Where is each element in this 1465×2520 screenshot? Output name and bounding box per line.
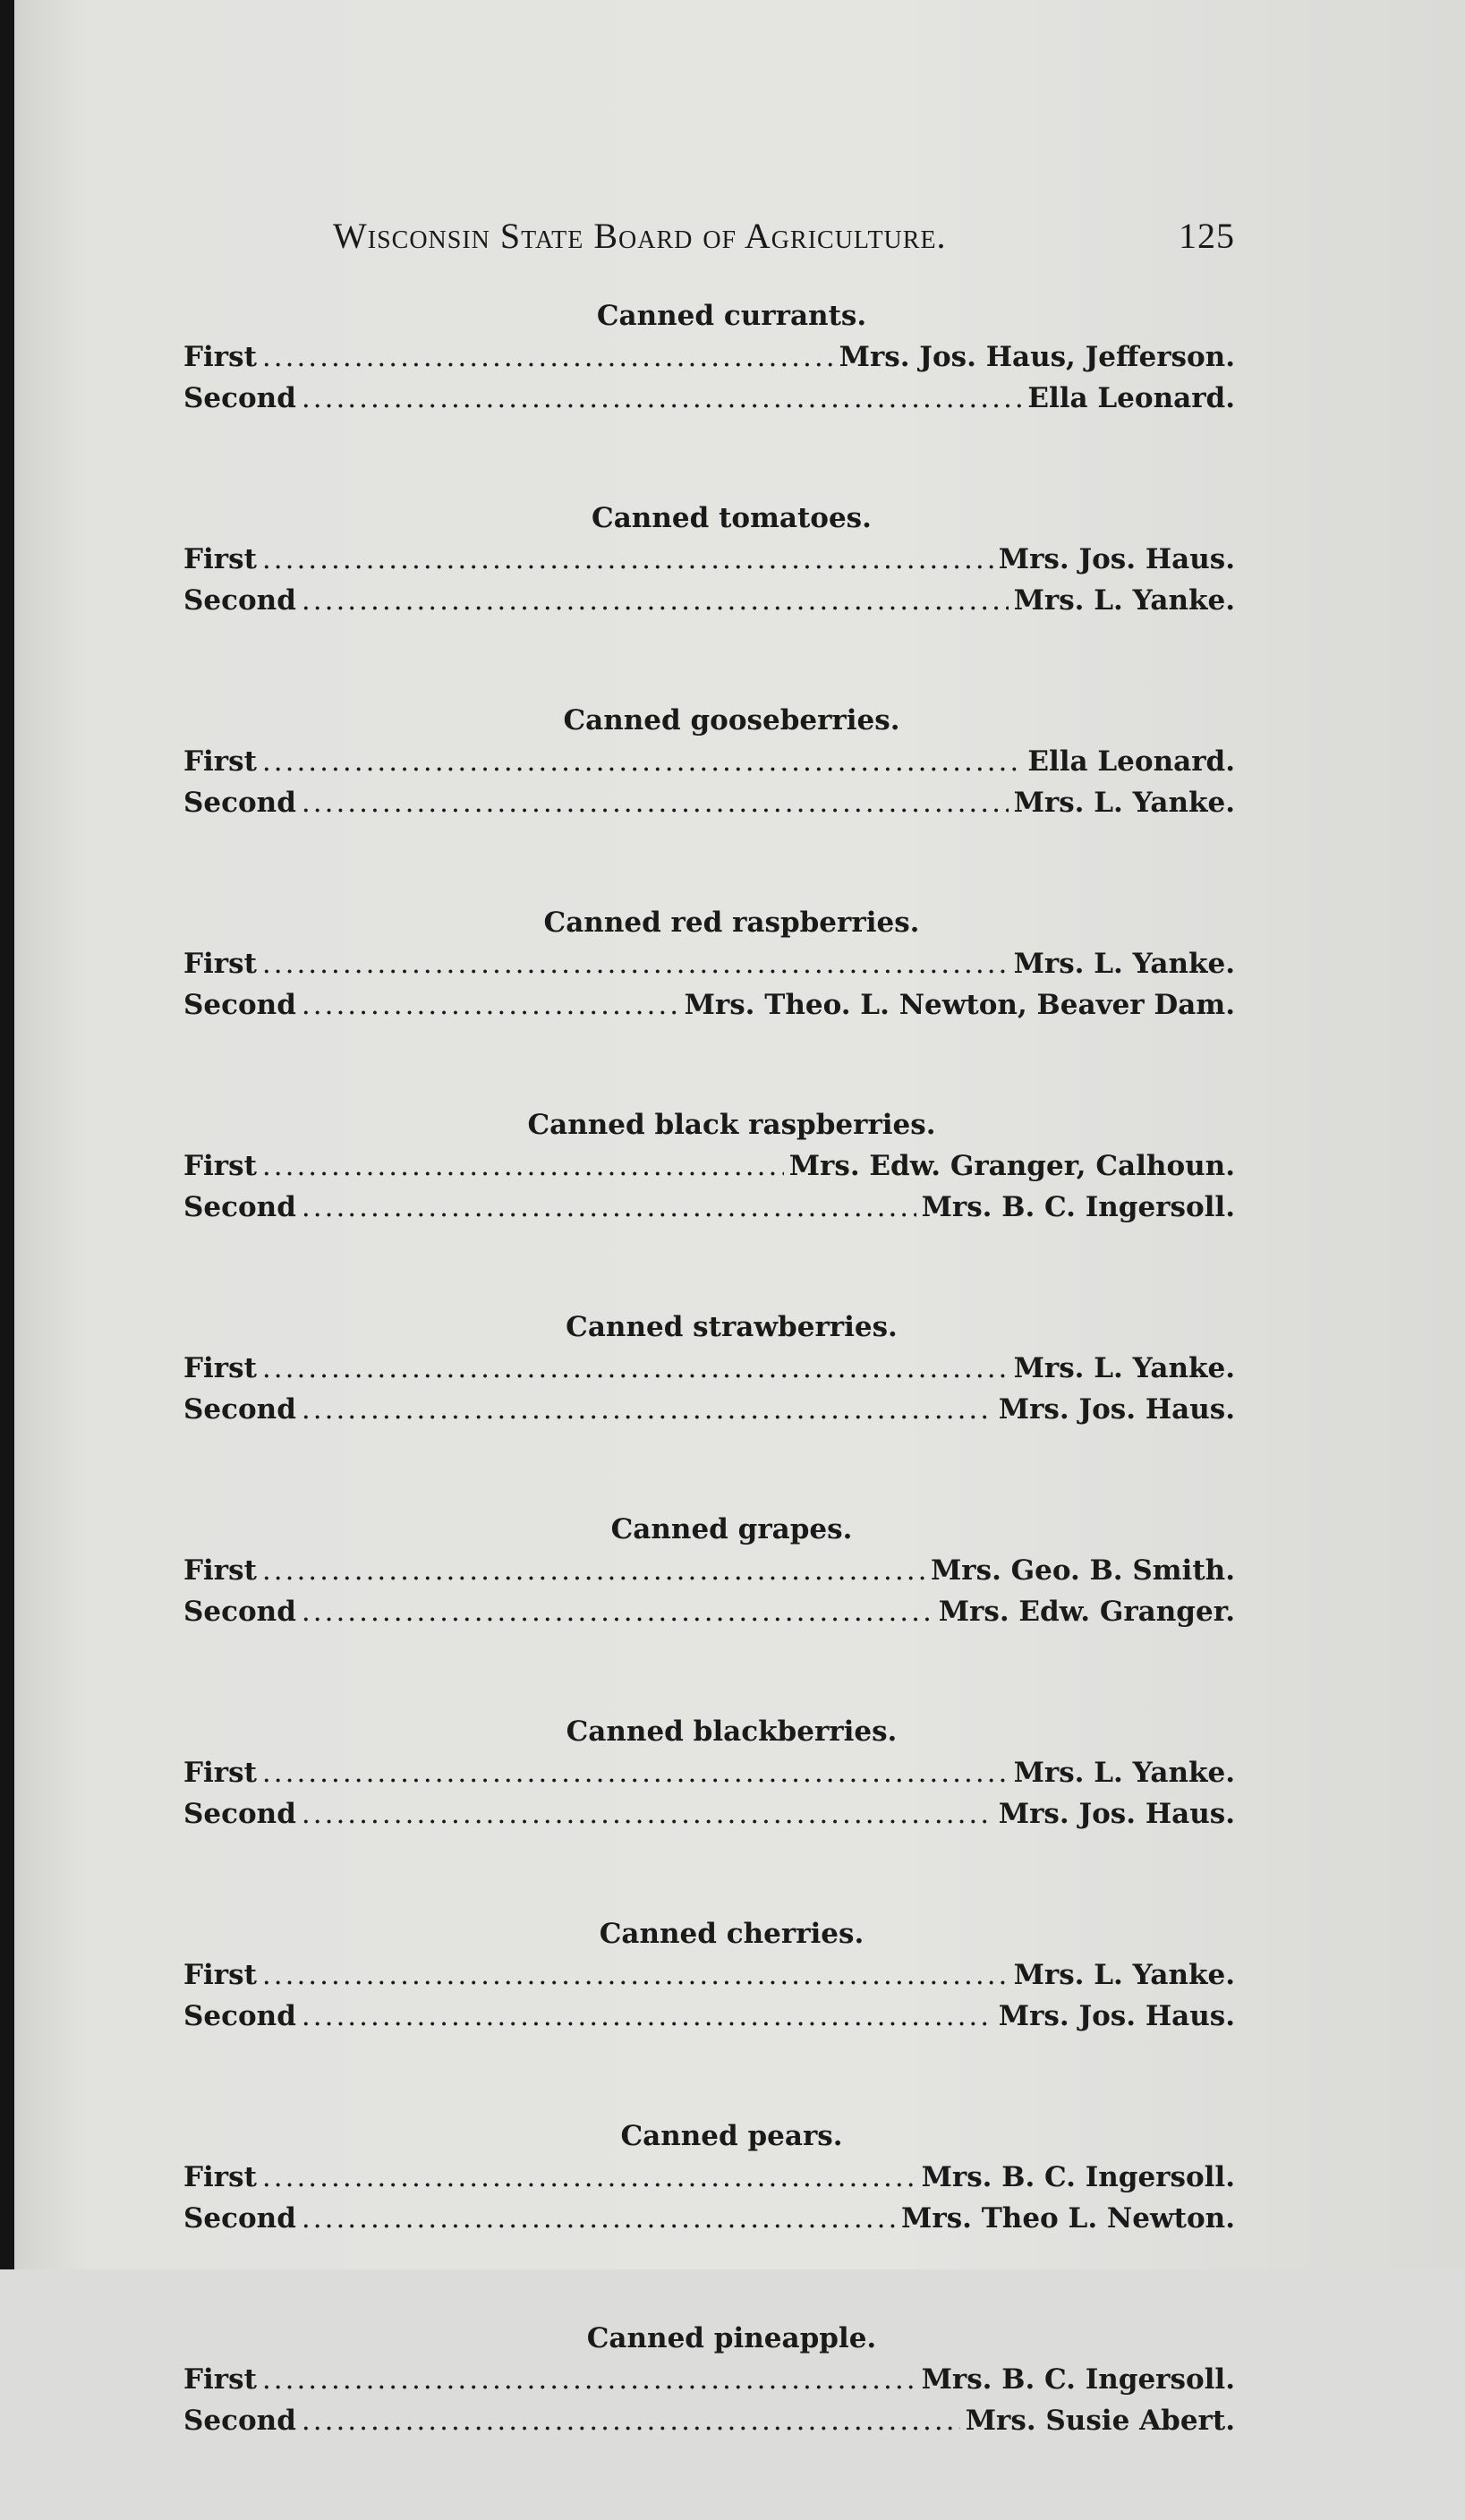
dot-leader	[262, 1145, 784, 1187]
place-label: First	[183, 1757, 257, 1789]
section-title: Canned grapes.	[610, 1513, 853, 1545]
award-section	[183, 498, 1235, 621]
winner-name: Mrs. Jos. Haus.	[998, 543, 1235, 575]
dot-leader	[262, 943, 1009, 984]
page-number: 125	[1179, 216, 1235, 256]
award-section	[183, 295, 1235, 419]
award-entry	[183, 1145, 1235, 1187]
dot-leader	[302, 782, 1009, 823]
dot-leader	[302, 1187, 916, 1228]
dot-leader	[302, 984, 679, 1026]
award-entry	[183, 2157, 1235, 2198]
place-label: Second	[183, 2000, 296, 2032]
winner-name: Mrs. Jos. Haus, Jefferson.	[839, 341, 1235, 373]
place-label: First	[183, 1352, 257, 1384]
place-label: First	[183, 543, 257, 575]
dot-leader	[262, 2359, 916, 2400]
section-title: Canned black raspberries.	[527, 1109, 936, 1141]
place-label: First	[183, 2161, 257, 2193]
winner-name: Mrs. L. Yanke.	[1013, 787, 1235, 819]
award-entry	[183, 943, 1235, 984]
dot-leader	[302, 2400, 960, 2441]
award-list	[183, 295, 1235, 2520]
winner-name: Mrs. Edw. Granger, Calhoun.	[788, 1150, 1235, 1182]
award-section	[183, 1307, 1235, 1430]
award-entry	[183, 2198, 1235, 2239]
winner-name: Ella Leonard.	[1027, 382, 1235, 414]
dot-leader	[262, 336, 834, 378]
section-title: Canned red raspberries.	[543, 907, 920, 939]
winner-name: Ella Leonard.	[1027, 745, 1235, 778]
dot-leader	[302, 1996, 993, 2037]
award-section	[183, 1913, 1235, 2037]
award-entry	[183, 782, 1235, 823]
award-section	[183, 902, 1235, 1026]
winner-name: Mrs. L. Yanke.	[1013, 1352, 1235, 1384]
place-label: First	[183, 1554, 257, 1587]
dot-leader	[302, 1591, 933, 1632]
place-label: Second	[183, 1191, 296, 1223]
dot-leader	[302, 2198, 896, 2239]
winner-name: Mrs. Theo. L. Newton, Beaver Dam.	[684, 989, 1235, 1021]
award-entry	[183, 1591, 1235, 1632]
award-entry	[183, 1752, 1235, 1793]
award-entry	[183, 336, 1235, 378]
place-label: Second	[183, 787, 296, 819]
dot-leader	[262, 1348, 1009, 1389]
section-title: Canned cherries.	[599, 1918, 865, 1950]
section-title: Canned pineapple.	[586, 2322, 877, 2354]
place-label: Second	[183, 584, 296, 617]
winner-name: Mrs. Jos. Haus.	[998, 1393, 1235, 1426]
award-entry	[183, 2400, 1235, 2441]
place-label: Second	[183, 382, 296, 414]
winner-name: Mrs. Jos. Haus.	[998, 1798, 1235, 1830]
book-spine-edge	[0, 0, 14, 2269]
award-entry	[183, 1793, 1235, 1835]
winner-name: Mrs. Theo L. Newton.	[901, 2202, 1235, 2235]
place-label: First	[183, 1959, 257, 1991]
dot-leader	[262, 1550, 925, 1591]
award-section	[183, 700, 1235, 823]
running-header	[333, 215, 1235, 257]
section-title: Canned currants.	[596, 300, 867, 332]
dot-leader	[262, 1752, 1009, 1793]
award-entry	[183, 580, 1235, 621]
award-entry	[183, 1187, 1235, 1228]
winner-name: Mrs. L. Yanke.	[1013, 1757, 1235, 1789]
place-label: Second	[183, 1798, 296, 1830]
section-title: Canned pears.	[620, 2120, 843, 2152]
section-title: Canned blackberries.	[566, 1715, 898, 1748]
section-title: Canned gooseberries.	[563, 704, 900, 736]
winner-name: Mrs. B. C. Ingersoll.	[921, 2161, 1235, 2193]
place-label: Second	[183, 989, 296, 1021]
winner-name: Mrs. Edw. Granger.	[938, 1596, 1235, 1628]
winner-name: Mrs. L. Yanke.	[1013, 1959, 1235, 1991]
place-label: Second	[183, 1596, 296, 1628]
running-title: Wisconsin State Board of Agriculture.	[333, 216, 947, 256]
section-title: Canned tomatoes.	[592, 502, 872, 534]
award-entry	[183, 1550, 1235, 1591]
dot-leader	[302, 580, 1009, 621]
place-label: First	[183, 341, 257, 373]
place-label: First	[183, 948, 257, 980]
place-label: First	[183, 2363, 257, 2396]
award-section	[183, 1509, 1235, 1632]
winner-name: Mrs. Jos. Haus.	[998, 2000, 1235, 2032]
award-section	[183, 1711, 1235, 1835]
dot-leader	[262, 1954, 1009, 1996]
section-title: Canned strawberries.	[566, 1311, 898, 1343]
winner-name: Mrs. L. Yanke.	[1013, 584, 1235, 617]
place-label: First	[183, 745, 257, 778]
award-section	[183, 2116, 1235, 2239]
dot-leader	[262, 741, 1022, 782]
award-entry	[183, 2359, 1235, 2400]
winner-name: Mrs. L. Yanke.	[1013, 948, 1235, 980]
award-entry	[183, 1996, 1235, 2037]
winner-name: Mrs. B. C. Ingersoll.	[921, 2363, 1235, 2396]
award-entry	[183, 1348, 1235, 1389]
dot-leader	[302, 1793, 993, 1835]
place-label: Second	[183, 2405, 296, 2437]
dot-leader	[262, 539, 993, 580]
dot-leader	[262, 2157, 916, 2198]
dot-leader	[302, 378, 1022, 419]
award-entry	[183, 984, 1235, 1026]
winner-name: Mrs. Susie Abert.	[965, 2405, 1235, 2437]
award-entry	[183, 1954, 1235, 1996]
place-label: Second	[183, 1393, 296, 1426]
award-entry	[183, 1389, 1235, 1430]
award-entry	[183, 539, 1235, 580]
place-label: Second	[183, 2202, 296, 2235]
dot-leader	[302, 1389, 993, 1430]
winner-name: Mrs. B. C. Ingersoll.	[921, 1191, 1235, 1223]
award-entry	[183, 741, 1235, 782]
place-label: First	[183, 1150, 257, 1182]
award-entry	[183, 378, 1235, 419]
award-section	[183, 1104, 1235, 1228]
winner-name: Mrs. Geo. B. Smith.	[930, 1554, 1235, 1587]
award-section	[183, 2318, 1235, 2441]
